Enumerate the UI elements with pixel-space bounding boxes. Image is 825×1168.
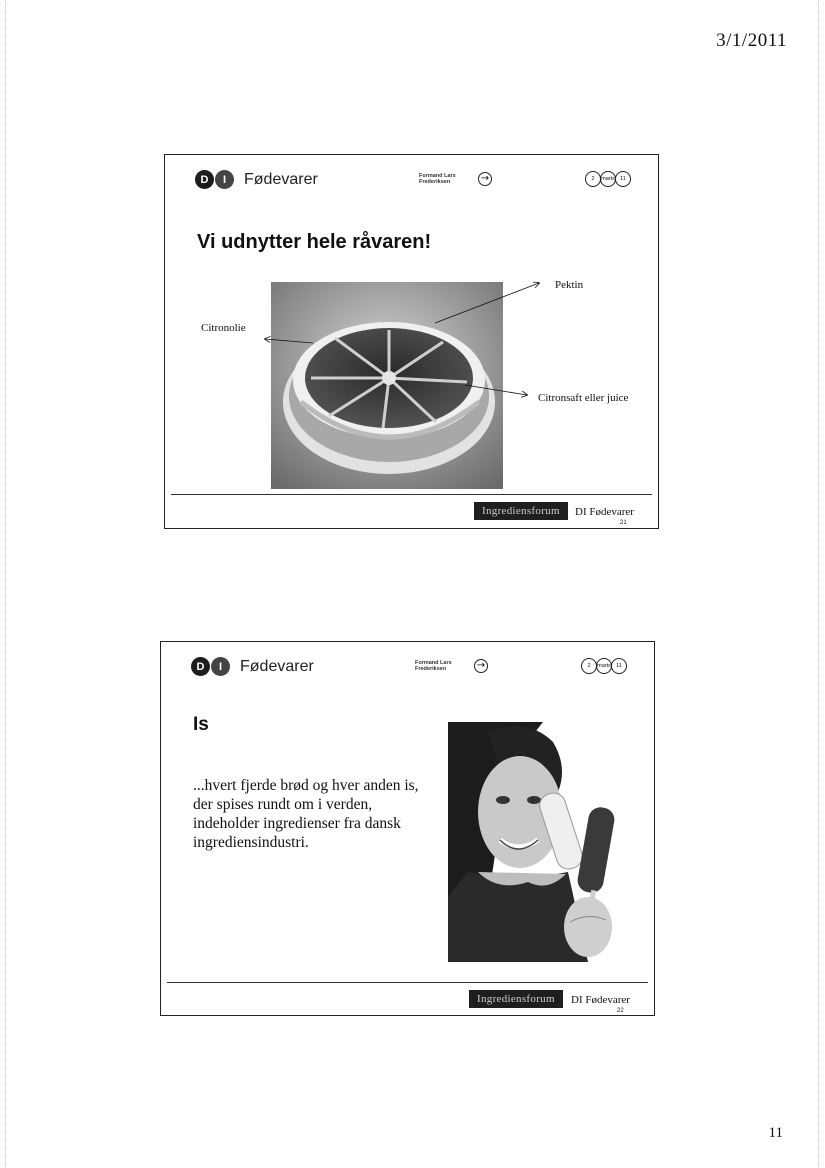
label-pektin: Pektin: [555, 279, 584, 291]
footer-org: DI Fødevarer: [575, 506, 634, 518]
date-month: marts: [600, 171, 616, 187]
page-edge-left: [5, 0, 6, 1168]
speaker-line-1: Formand Lars: [419, 173, 456, 179]
speaker-line-1: Formand Lars: [415, 660, 452, 666]
arrow-right-icon: →: [478, 172, 492, 186]
slide-title: Is: [193, 714, 209, 735]
page-number: 11: [768, 1125, 783, 1141]
footer-org: DI Fødevarer: [571, 994, 630, 1006]
page-edge-right: [818, 0, 819, 1168]
speaker-line-2: Frederiksen: [419, 179, 451, 185]
speaker-name: [415, 660, 452, 672]
page-date: 3/1/2011: [716, 30, 787, 51]
footer-rule: [171, 494, 652, 495]
date-month: marts: [596, 658, 612, 674]
label-citronolie: Citronolie: [201, 322, 246, 334]
logo-d-icon: D: [195, 170, 214, 189]
di-logo: [191, 657, 314, 676]
slide-body-text: ...hvert fjerde brød og hver anden is, der spises rundt om i verden, indeholder ingredienser fra dansk ingrediensindustri.: [193, 777, 419, 851]
date-day: 2: [585, 171, 601, 187]
date-year: 11: [615, 171, 631, 187]
annotation-arrows: [165, 155, 660, 530]
arrow-right-icon: →: [474, 659, 488, 673]
brand-name: Fødevarer: [244, 170, 318, 188]
date-day: 2: [581, 658, 597, 674]
slide-number: 22: [617, 1008, 624, 1014]
slide-number: 21: [620, 520, 627, 526]
speaker-line-2: Frederiksen: [415, 666, 447, 672]
footer-badge: Ingrediensforum: [474, 502, 568, 520]
woman-ice-cream-photo: [448, 722, 631, 962]
date-year: 11: [611, 658, 627, 674]
slide-22: [160, 641, 655, 1016]
slide-title: Vi udnytter hele råvaren!: [197, 231, 432, 253]
brand-name: Fødevarer: [240, 657, 314, 675]
footer-badge: Ingrediensforum: [469, 990, 563, 1008]
logo-i-icon: I: [211, 657, 230, 676]
footer-rule: [167, 982, 648, 983]
date-circles: [582, 658, 627, 674]
label-juice: Citronsaft eller juice: [538, 392, 629, 404]
slide-21: [164, 154, 659, 529]
logo-d-icon: D: [191, 657, 210, 676]
logo-i-icon: I: [215, 170, 234, 189]
